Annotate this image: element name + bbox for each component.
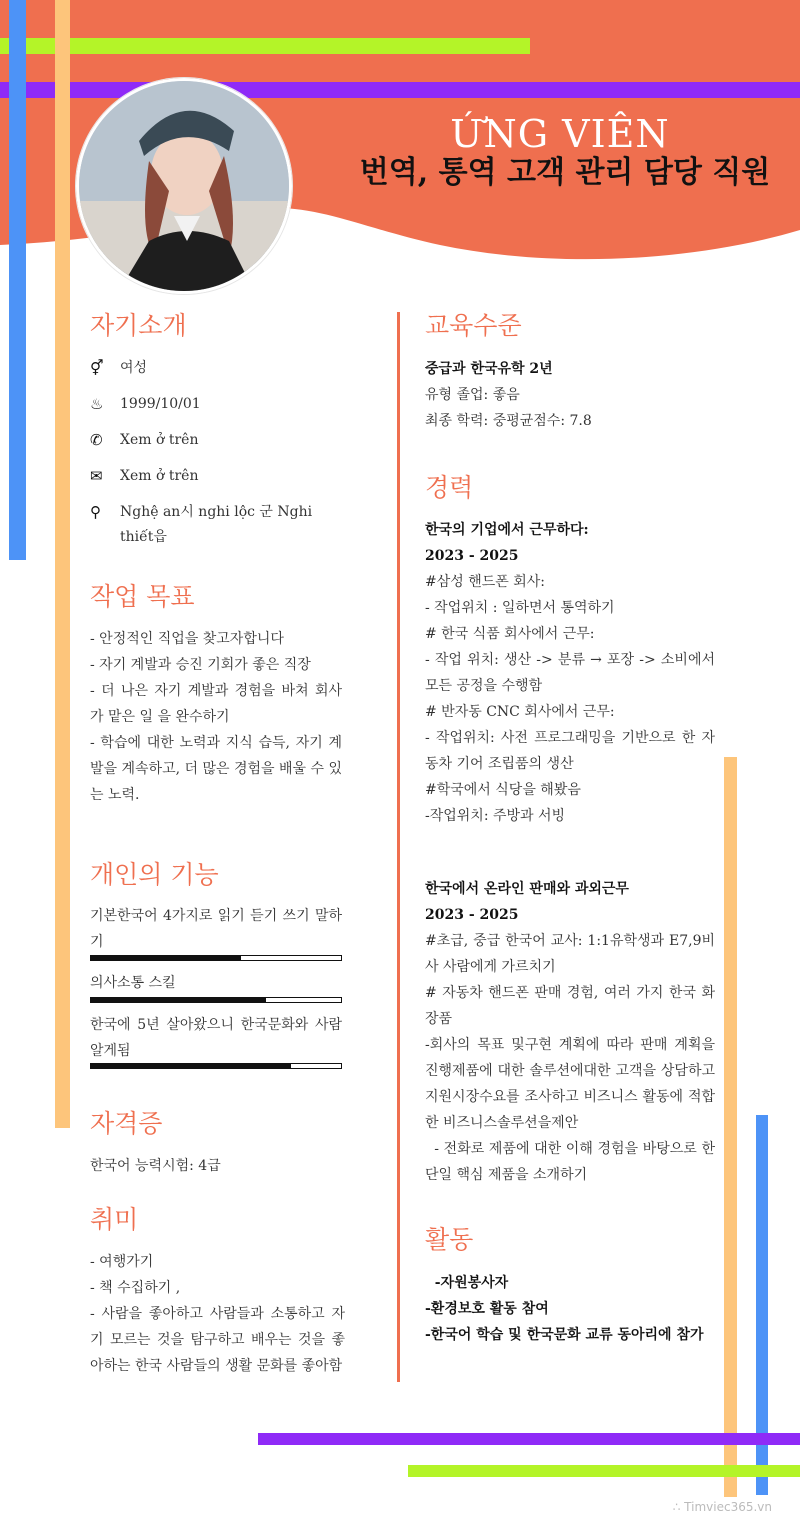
goal-text: - 안정적인 직업을 찾고자합니다 - 자기 계발과 승진 기회가 좋은 직장 - 더 나은 자기 계발과 경험을 바쳐 회사가 맡은 일 을 완수하기 - 학습에 대한 노력과 지식 습득, 자기 계발을 계속하고, 더 많은 경험을 배울 수 있는 노력.	[90, 631, 342, 803]
header-subtitle: 번역, 통역 고객 관리 담당 직원	[359, 155, 771, 190]
skill-bar	[90, 997, 342, 1003]
info-email: ✉ Xem ở trên	[90, 464, 320, 489]
hobbies-text: - 여행가기 - 책 수집하기 , - 사람을 좋아하고 사람들과 소통하고 자기 모르는 것을 탐구하고 배우는 것을 좋아하는 한국 사람들의 생활 문화를 좋아함	[90, 1254, 345, 1374]
profile-photo	[76, 78, 292, 294]
info-birthday: ♨ 1999/10/01	[90, 392, 320, 417]
avatar	[79, 81, 289, 291]
blue-stripe-left	[9, 0, 26, 560]
info-phone: ✆ Xem ở trên	[90, 428, 320, 453]
certs-text: 한국어 능력시험: 4급	[90, 1158, 221, 1174]
about-heading: 자기소개	[90, 311, 187, 340]
education-heading: 교육수준	[425, 311, 522, 340]
experience-job1: 한국의 기업에서 근무하다: 2023 - 2025 #삼성 핸드폰 회사: - 작업위치 : 일하면서 통역하기 # 한국 식품 회사에서 근무: - 작업 위치: 생산 -> 분류 → 포장 -> 소비에서 모든 공정을 수행함 # 반자동 CNC 회사에서 근무: - 작업위치: 사전 프로그래밍을 기반으로 한 자동차 기어 조립품의 생산 #학국에서 식당을 해봤음 -작업위치: 주방과 서빙	[425, 522, 715, 824]
activities-heading: 활동	[425, 1225, 474, 1254]
phone-icon: ✆	[90, 431, 103, 449]
birthday-cake-icon: ♨	[90, 395, 104, 413]
info-gender: ⚥ 여성	[90, 356, 320, 381]
skill-bar	[90, 955, 342, 961]
header-title: ỨNG VIÊN	[450, 112, 670, 156]
peach-stripe-left	[55, 0, 70, 1128]
info-address: ⚲ Nghệ an시 nghi lộc 군 Nghi thiết읍	[90, 500, 320, 550]
map-marker-icon: ⚲	[90, 503, 101, 521]
lime-stripe-top	[0, 38, 530, 54]
purple-stripe-bottom	[258, 1433, 800, 1445]
education-text: 중급과 한국유학 2년 유형 졸업: 좋음 최종 학력: 중평균점수: 7.8	[425, 361, 592, 429]
watermark: ∴ Timviec365.vn	[672, 1500, 772, 1514]
hobbies-heading: 취미	[90, 1205, 139, 1234]
column-divider	[397, 312, 400, 1382]
experience-job2: 한국에서 온라인 판매와 과외근무 2023 - 2025 #초급, 중급 한국어 교사: 1:1유학생과 E7,9비사 사람에게 가르치기 # 자동차 핸드폰 판매 경험, 여러 가지 한국 화장품 -회사의 목표 및구현 계획에 따라 판매 계획을 진행제품에 대한 솔루션에대한 고객을 상담하고 지원시장수요를 조사하고 비즈니스 활동에 적합한 비즈니스솔루션을제안 - 전화로 제품에 대한 이해 경험을 바탕으로 한 단일 핵심 제품을 소개하기	[425, 881, 720, 1183]
experience-heading: 경력	[425, 473, 474, 502]
gender-icon: ⚥	[90, 359, 104, 377]
purple-stripe-top	[0, 82, 800, 98]
certs-heading: 자격증	[90, 1109, 163, 1138]
skill-bar	[90, 1063, 342, 1069]
lime-stripe-bottom	[408, 1465, 800, 1477]
goal-heading: 작업 목표	[90, 582, 195, 611]
envelope-icon: ✉	[90, 467, 103, 485]
skills-heading: 개인의 기능	[90, 860, 219, 889]
activities-text: -자원봉사자 -환경보호 활동 참여 -한국어 학습 및 한국문화 교류 동아리에 참가	[425, 1275, 704, 1343]
skill-label: 기본한국어 4가지로 읽기 듣기 쓰기 말하기	[90, 908, 342, 950]
skill-label: 한국에 5년 살아왔으니 한국문화와 사람 알게됨	[90, 1017, 342, 1059]
peach-stripe-right	[724, 757, 737, 1497]
skill-label: 의사소통 스킬	[90, 975, 176, 991]
